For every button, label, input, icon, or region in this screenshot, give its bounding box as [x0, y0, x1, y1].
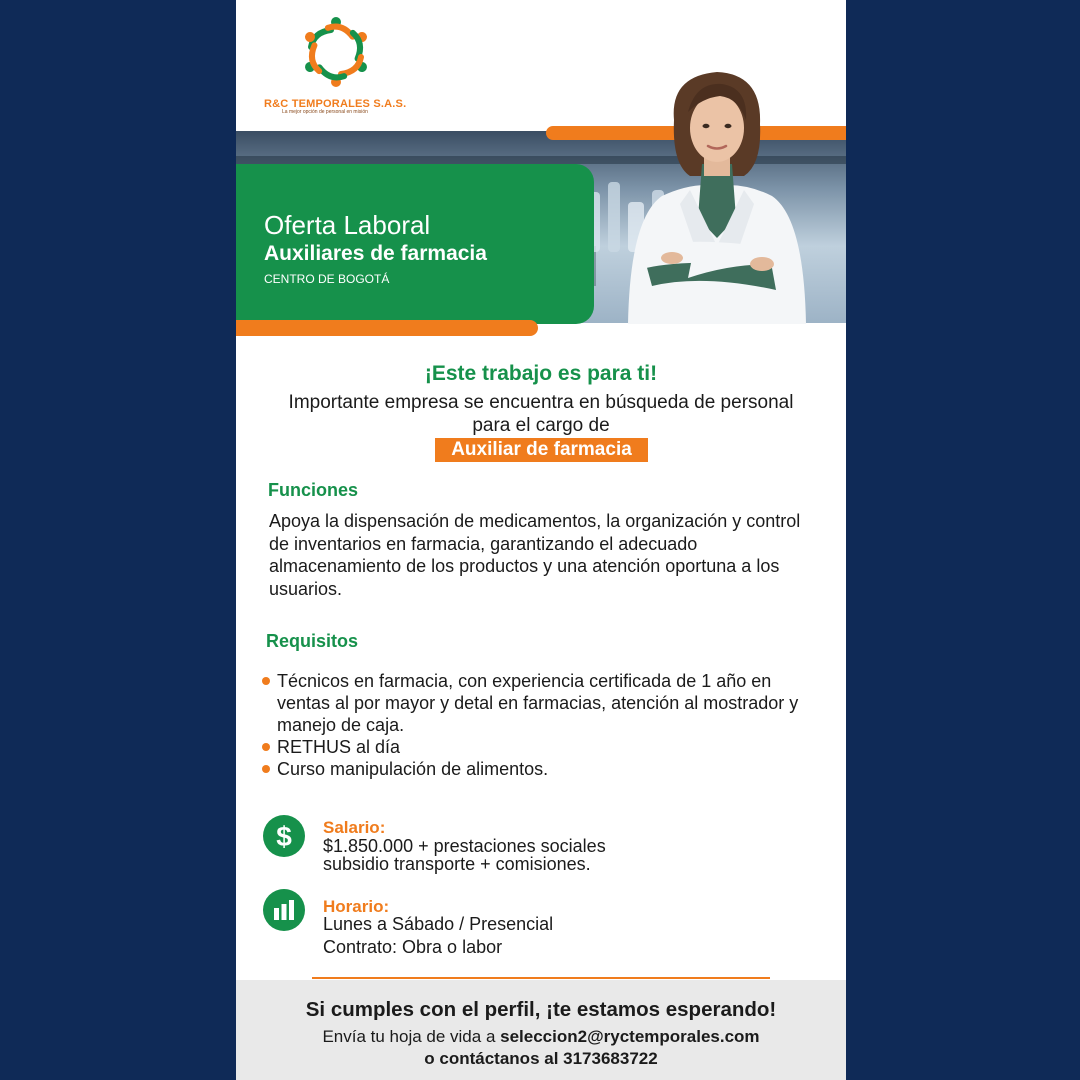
circle-of-people-logo-icon: [296, 12, 376, 92]
intro-title: ¡Este trabajo es para ti!: [424, 362, 658, 385]
list-item: Curso manipulación de alimentos.: [260, 758, 820, 780]
list-item: Técnicos en farmacia, con experiencia certificada de 1 año en ventas al por mayor y detal en farmacias, atención al mostrador y manejo de caja.: [260, 670, 820, 736]
intro-text: Importante empresa se encuentra en búsqueda de personal para el cargo de: [288, 392, 794, 436]
bar-chart-icon: [263, 889, 305, 931]
funciones-text: Apoya la dispensación de medicamentos, la organización y control de inventarios en farmacia, garantizando el adecuado almacenamiento de los productos y una atención oportuna a los usuarios.: [269, 511, 801, 599]
orange-accent-bar: [236, 320, 538, 336]
hero-location: CENTRO DE BOGOTÁ: [264, 272, 390, 286]
requisitos-heading: Requisitos: [266, 631, 359, 651]
list-item: RETHUS al día: [260, 736, 820, 758]
pharmacist-woman-photo: [622, 68, 812, 324]
footer-send-cv: [236, 1027, 846, 1047]
salario-amount: $1.850.000 + prestaciones sociales: [323, 836, 606, 856]
contact-email-link[interactable]: seleccion2@ryctemporales.com: [500, 1027, 760, 1046]
footer-send-prefix: Envía tu hoja de vida a: [322, 1027, 501, 1046]
job-offer-flyer: [236, 0, 846, 1080]
footer-headline: Si cumples con el perfil, ¡te estamos esperando!: [305, 998, 777, 1021]
company-logo: [264, 12, 444, 115]
requisitos-list: [260, 670, 820, 780]
job-position-highlight: Auxiliar de farmacia: [435, 438, 648, 462]
funciones-heading: Funciones: [268, 480, 359, 500]
salario-label: Salario:: [323, 818, 386, 837]
horario-contract: Contrato: Obra o labor: [323, 937, 503, 957]
hero-title: Oferta Laboral: [264, 210, 431, 240]
svg-text:$: $: [276, 821, 292, 851]
hero-job-title: Auxiliares de farmacia: [264, 242, 487, 265]
horario-schedule: Lunes a Sábado / Presencial: [323, 914, 554, 934]
divider: [312, 977, 770, 979]
dollar-icon: [263, 815, 305, 857]
company-name: R&C TEMPORALES S.A.S.: [264, 98, 407, 110]
contact-phone[interactable]: o contáctanos al 3173683722: [424, 1049, 658, 1068]
company-tagline: La mejor opción de personal en misión: [282, 109, 368, 115]
footer-contact: [236, 980, 846, 1080]
salario-benefits: subsidio transporte + comisiones.: [323, 854, 591, 874]
horario-label: Horario:: [323, 897, 390, 916]
